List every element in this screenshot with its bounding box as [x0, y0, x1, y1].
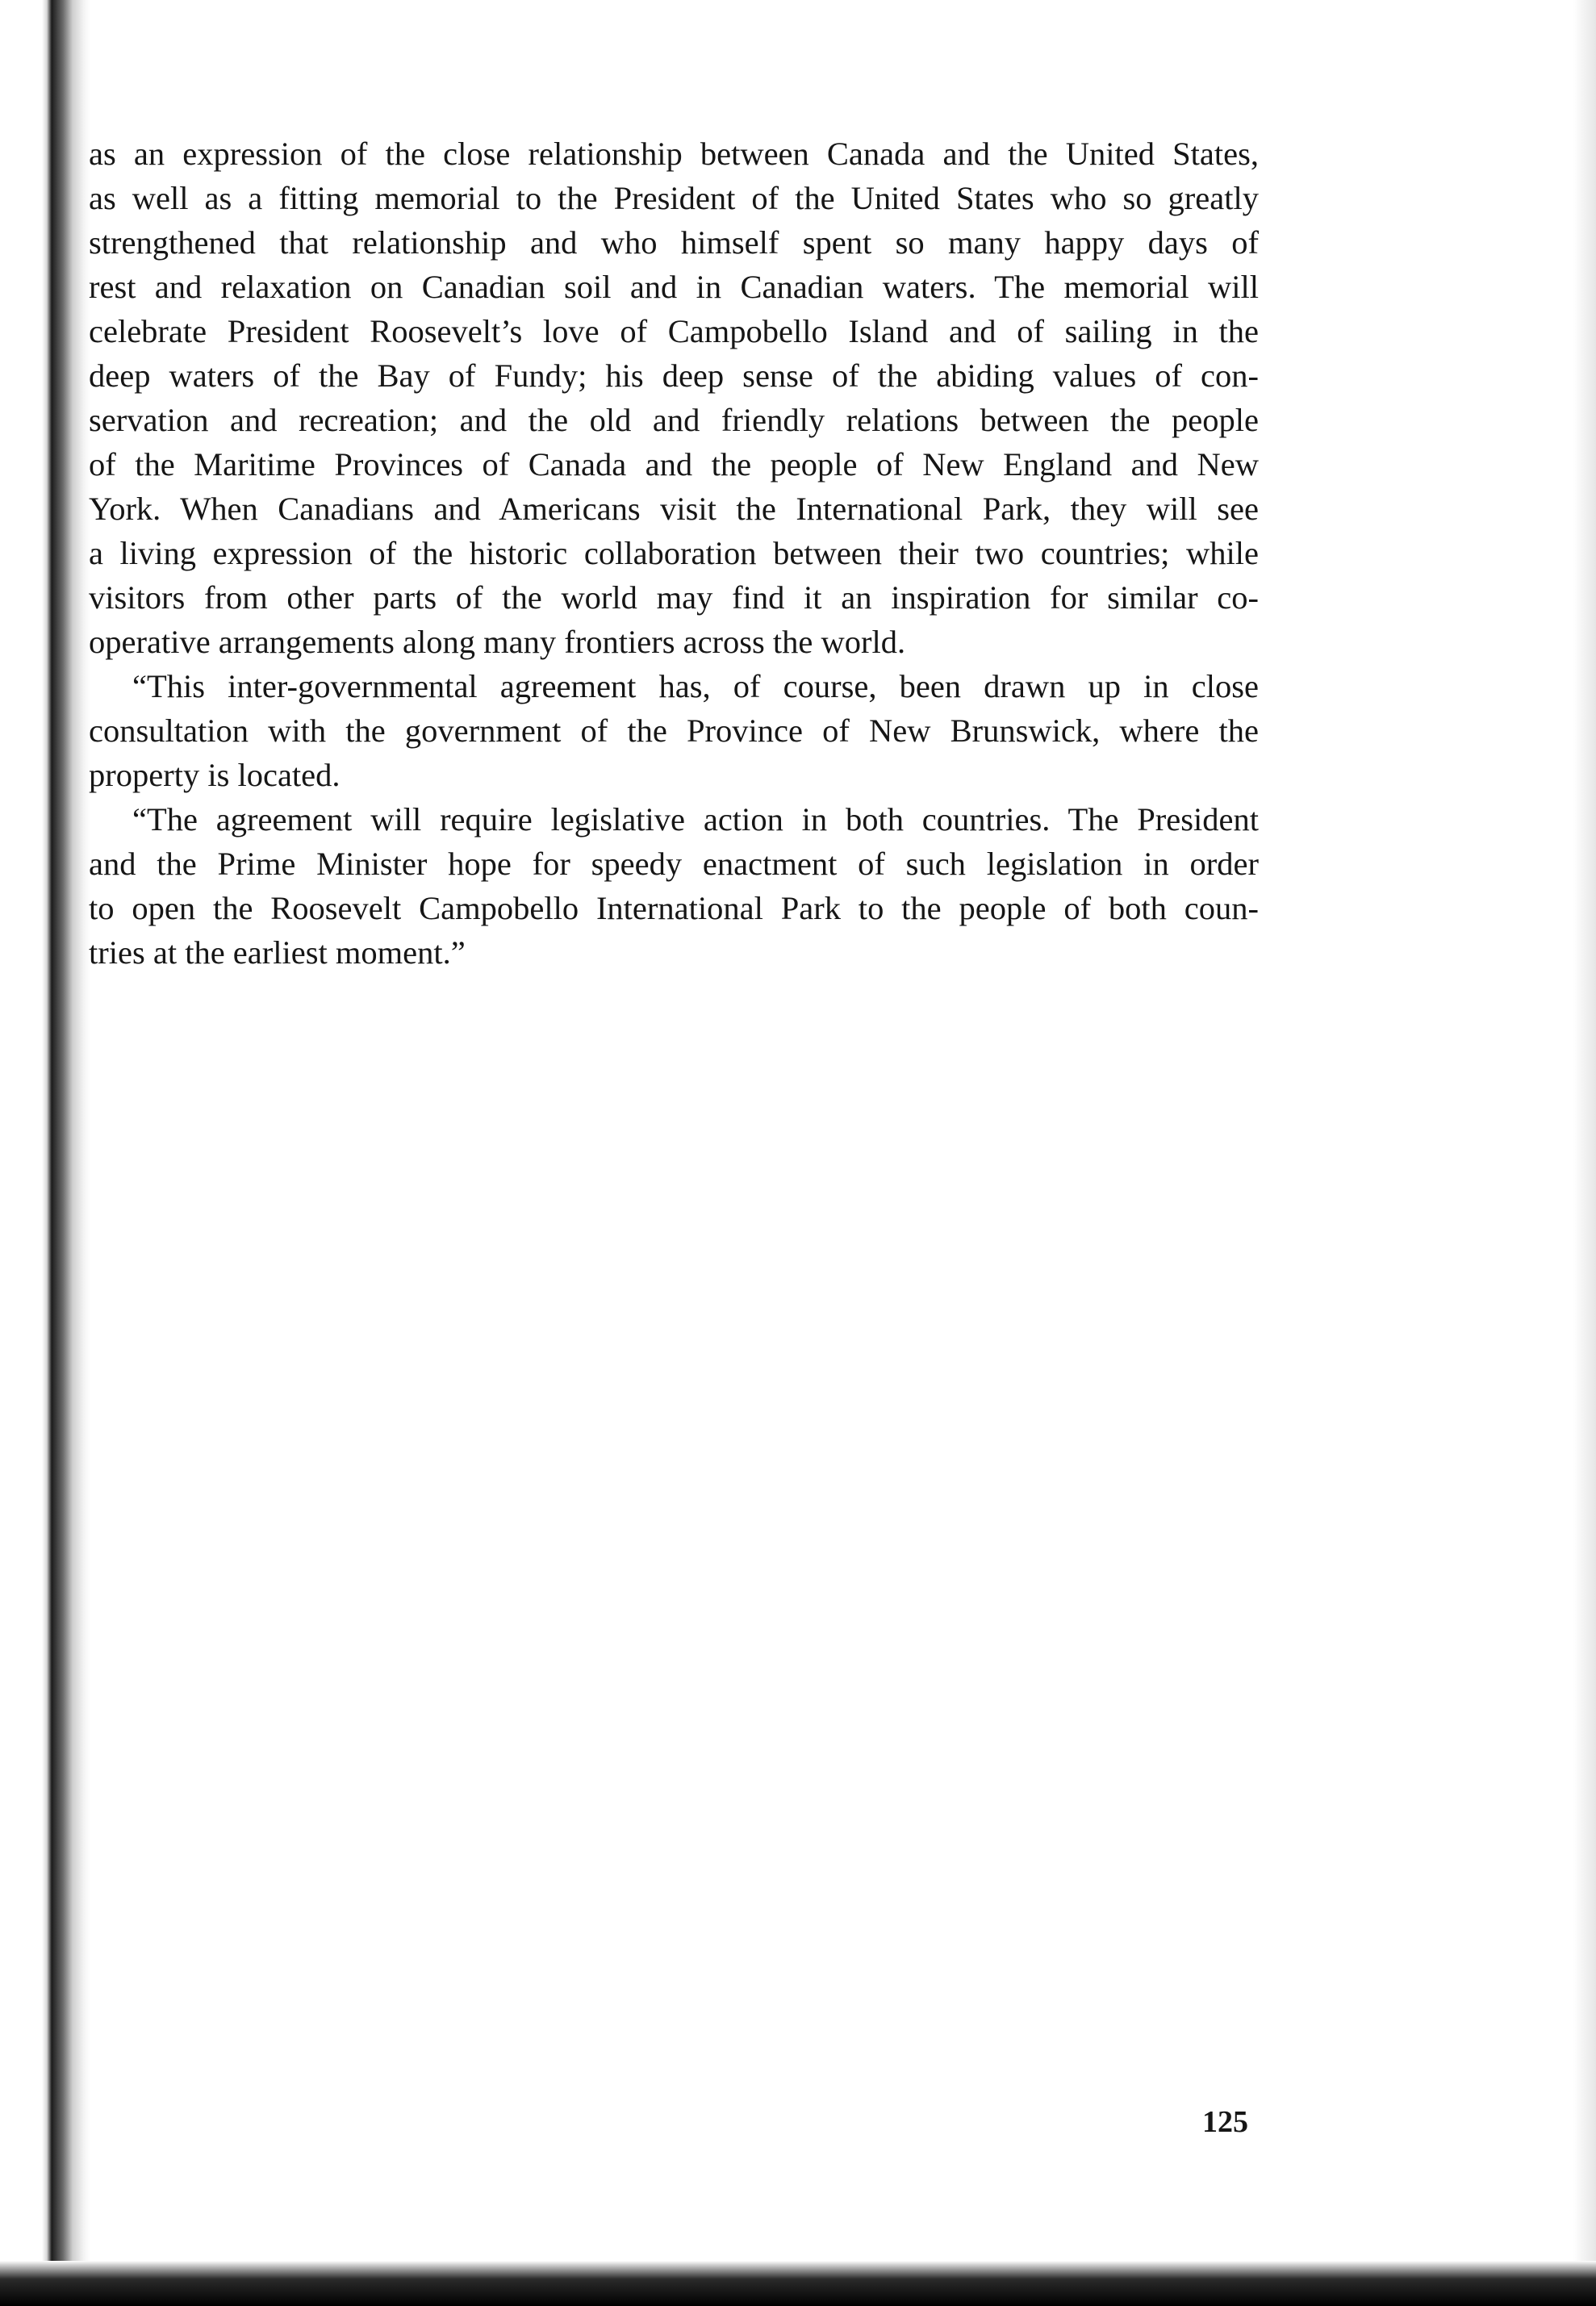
paragraph — [89, 664, 1259, 797]
text-line: York. When Canadians and Americans visit the International Park, they will see — [89, 491, 1259, 527]
text-line: rest and relaxation on Canadian soil and in Canadian waters. The memorial will — [89, 269, 1259, 305]
text-line: “This inter-governmental agreement has, of course, been drawn up in close — [132, 668, 1259, 704]
text-line: as an expression of the close relationship between Canada and the United States, — [89, 136, 1259, 172]
text-line: as well as a fitting memorial to the President of the United States who so greatly — [89, 180, 1259, 216]
text-line: deep waters of the Bay of Fundy; his deep sense of the abiding values of con- — [89, 357, 1259, 394]
page-number: 125 — [1202, 2105, 1248, 2139]
text-line: operative arrangements along many frontiers across the world. — [89, 624, 906, 660]
text-line: a living expression of the historic collaboration between their two countries; while — [89, 535, 1259, 571]
text-line: property is located. — [89, 757, 341, 793]
text-line: “The agreement will require legislative action in both countries. The President — [132, 801, 1259, 838]
paragraph — [89, 132, 1259, 664]
text-line: and the Prime Minister hope for speedy enactment of such legislation in order — [89, 846, 1259, 882]
text-line: strengthened that relationship and who himself spent so many happy days of — [89, 224, 1259, 261]
right-page-edge — [1573, 0, 1596, 2306]
paragraph — [89, 797, 1259, 975]
book-gutter — [0, 0, 90, 2306]
text-line: consultation with the government of the Province of New Brunswick, where the — [89, 712, 1259, 749]
text-line: visitors from other parts of the world may find it an inspiration for similar co- — [89, 579, 1259, 616]
text-line: to open the Roosevelt Campobello International Park to the people of both coun- — [89, 890, 1259, 926]
text-line: servation and recreation; and the old and friendly relations between the people — [89, 402, 1259, 438]
text-line: tries at the earliest moment.” — [89, 934, 466, 971]
body-text — [89, 132, 1259, 975]
text-line: of the Maritime Provinces of Canada and the people of New England and New — [89, 446, 1259, 483]
text-line: celebrate President Roosevelt’s love of Campobello Island and of sailing in the — [89, 313, 1259, 349]
scan-bottom-edge — [0, 2261, 1596, 2306]
